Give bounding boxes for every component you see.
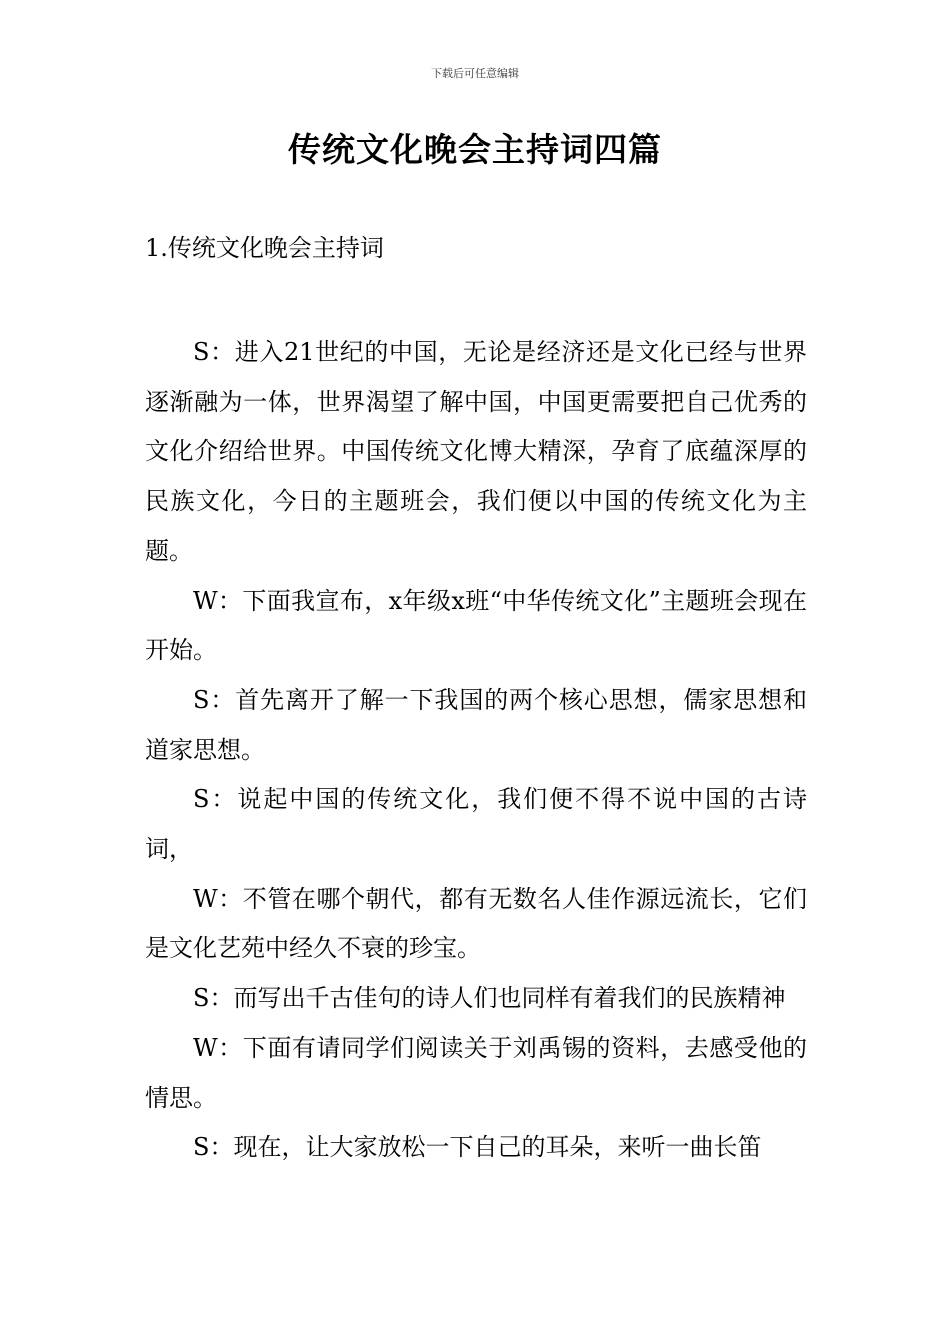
- paragraph: W：下面我宣布，x年级x班“中华传统文化”主题班会现在开始。: [145, 586, 807, 665]
- section-heading: 1.传统文化晚会主持词: [145, 234, 384, 262]
- paragraph: W：下面有请同学们阅读关于刘禹锡的资料，去感受他的情思。: [145, 1033, 807, 1112]
- paragraph: S：说起中国的传统文化，我们便不得不说中国的古诗词，: [145, 785, 807, 864]
- paragraph: S：首先离开了解一下我国的两个核心思想，儒家思想和道家思想。: [145, 685, 807, 764]
- document-title: 传统文化晚会主持词四篇: [288, 130, 662, 169]
- paragraph: S：而写出千古佳句的诗人们也同样有着我们的民族精神: [193, 984, 786, 1013]
- body-text: [145, 328, 807, 1173]
- paragraph: W：不管在哪个朝代，都有无数名人佳作源远流长，它们是文化艺苑中经久不衰的珍宝。: [145, 884, 807, 963]
- header-note: 下载后可任意编辑: [431, 67, 519, 80]
- paragraph: S：进入21世纪的中国，无论是经济还是文化已经与世界逐渐融为一体，世界渴望了解中国，中国更需要把自己优秀的文化介绍给世界。中国传统文化博大精深，孕育了底蕴深厚的民族文化，今日的主题班会，我们便以中国的传统文化为主题。: [145, 338, 807, 565]
- paragraph: S：现在，让大家放松一下自己的耳朵，来听一曲长笛: [193, 1133, 762, 1162]
